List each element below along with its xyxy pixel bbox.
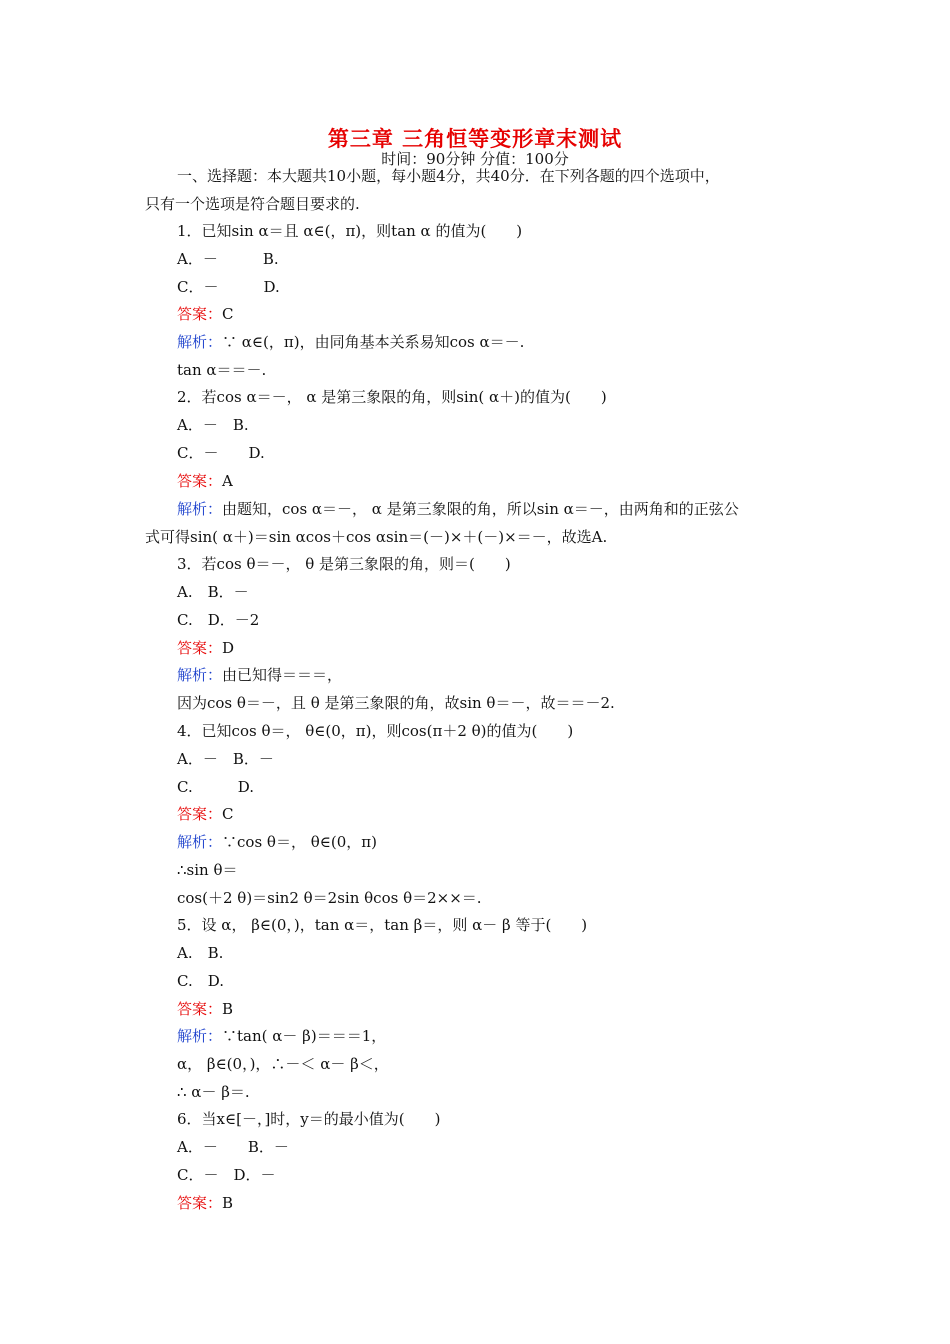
analysis-line (177, 332, 524, 352)
analysis-label: 解析： (177, 333, 223, 351)
options-line: C．－ D．－ (177, 1166, 276, 1184)
answer-label: 答案： (177, 1194, 223, 1212)
options-line: C. D. (177, 778, 254, 796)
answer-label: 答案： (177, 805, 223, 823)
question-3: 3．若cos θ＝－， θ 是第三象限的角，则＝( ) (177, 555, 511, 573)
analysis-text: ∵ α∈(，π)，由同角基本关系易知cos α＝－. (222, 333, 525, 351)
answer-label: 答案： (177, 305, 223, 323)
document-title: 第三章 三角恒等变形章末测试 (327, 126, 623, 151)
analysis-text: ∵cos θ＝， θ∈(0，π) (222, 833, 377, 851)
answer-line (177, 804, 234, 824)
options-line: C．－ D. (177, 444, 265, 462)
options-line: A．－ B．－ (177, 750, 274, 768)
analysis-line: ∴ α－ β＝. (177, 1083, 250, 1101)
options-line: A．－ B．－ (177, 1138, 289, 1156)
question-5: 5．设 α， β∈(0，)，tan α＝，tan β＝，则 α－ β 等于( ) (177, 916, 588, 934)
options-line: A. B. (177, 944, 224, 962)
options-line: C．－ D. (177, 278, 280, 296)
answer-value: C (222, 305, 234, 323)
analysis-line: 因为cos θ＝－，且 θ 是第三象限的角，故sin θ＝－，故＝＝－2. (177, 694, 615, 712)
analysis-line (177, 665, 342, 685)
answer-line (177, 1193, 233, 1213)
answer-line (177, 999, 233, 1019)
answer-label: 答案： (177, 1000, 223, 1018)
question-4: 4．已知cos θ＝， θ∈(0，π)，则cos(π＋2 θ)的值为( ) (177, 722, 574, 740)
options-line: A．－ B. (177, 416, 249, 434)
options-line: A．－ B. (177, 250, 279, 268)
analysis-label: 解析： (177, 500, 223, 518)
analysis-label: 解析： (177, 666, 223, 684)
analysis-label: 解析： (177, 833, 223, 851)
answer-value: D (222, 639, 235, 657)
analysis-line: 式可得sin( α＋)＝sin αcos＋cos αsin＝(－)×＋(－)×＝－，故选A. (145, 528, 608, 546)
analysis-line (177, 499, 739, 519)
answer-value: A (222, 472, 233, 490)
answer-value: C (222, 805, 234, 823)
section-intro-line: 一、选择题：本大题共10小题，每小题4分，共40分．在下列各题的四个选项中， (177, 167, 720, 185)
answer-value: B (222, 1194, 234, 1212)
question-2: 2．若cos α＝－， α 是第三象限的角，则sin( α＋)的值为( ) (177, 388, 607, 406)
analysis-line: tan α＝＝－. (177, 361, 267, 379)
answer-line (177, 304, 234, 324)
question-6: 6．当x∈[－，]时，y＝的最小值为( ) (177, 1110, 441, 1128)
document-subtitle: 时间：90分钟 分值：100分 (381, 150, 569, 168)
answer-line (177, 471, 233, 491)
analysis-line (177, 832, 377, 852)
answer-label: 答案： (177, 472, 223, 490)
answer-line (177, 638, 234, 658)
analysis-line: ∴sin θ＝ (177, 861, 238, 879)
section-intro-line: 只有一个选项是符合题目要求的. (145, 195, 360, 213)
analysis-line (177, 1026, 386, 1046)
answer-value: B (222, 1000, 234, 1018)
options-line: C. D. (177, 972, 224, 990)
analysis-line: α， β∈(0，)，∴－＜ α－ β＜， (177, 1055, 389, 1073)
options-line: C. D．－2 (177, 611, 260, 629)
options-line: A. B．－ (177, 583, 249, 601)
analysis-text: 由已知得＝＝＝， (222, 666, 343, 684)
analysis-line: cos(＋2 θ)＝sin2 θ＝2sin θcos θ＝2××＝. (177, 889, 482, 907)
analysis-text: 由题知，cos α＝－， α 是第三象限的角，所以sin α＝－，由两角和的正弦公 (222, 500, 739, 518)
analysis-text: ∵tan( α－ β)＝＝＝1， (222, 1027, 387, 1045)
question-1: 1．已知sin α＝且 α∈(，π)，则tan α 的值为( ) (177, 222, 523, 240)
analysis-label: 解析： (177, 1027, 223, 1045)
answer-label: 答案： (177, 639, 223, 657)
